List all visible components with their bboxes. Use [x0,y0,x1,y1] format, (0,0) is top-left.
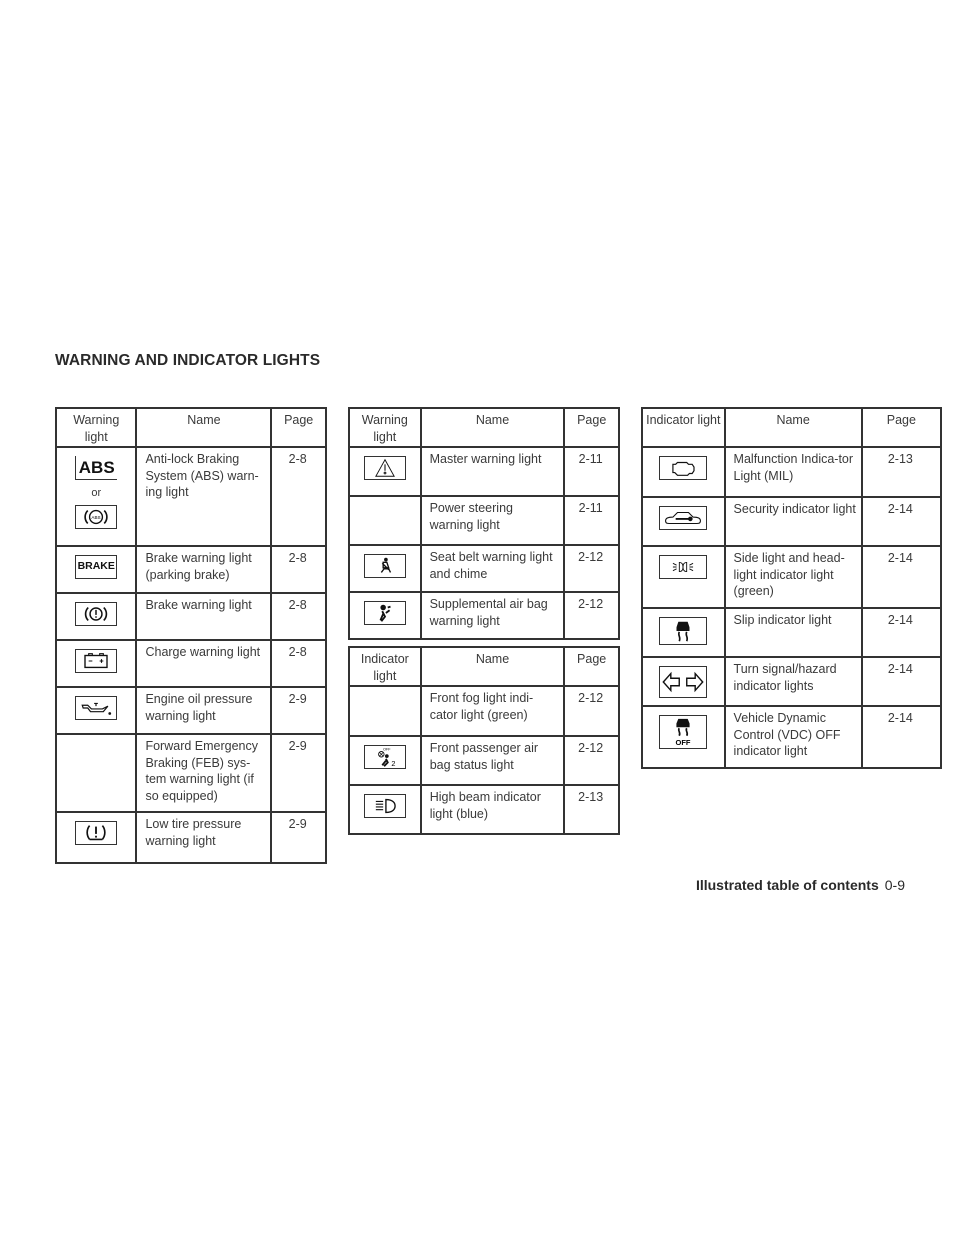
svg-text:2: 2 [391,759,396,768]
row-name: Master warning light [421,447,565,496]
table-row [56,812,326,863]
row-name: Front fog light indi-cator light (green) [421,686,565,736]
header-warning-light: Warning light [349,408,421,447]
table-row [349,736,619,785]
row-page: 2-14 [862,608,941,657]
row-page: 2-8 [271,640,326,687]
row-name: Engine oil pressure warning light [136,687,271,734]
table-row [349,686,619,736]
row-page: 2-9 [271,687,326,734]
vdc-off-text: OFF [675,738,691,748]
header-page: Page [271,408,326,447]
page-footer [696,877,905,893]
master-warning-icon [364,456,406,480]
table-row [642,657,941,706]
battery-icon [75,649,117,673]
row-name: Forward Emergency Braking (FEB) sys-tem warning light (if so equipped) [136,734,271,812]
table-row [642,447,941,497]
row-name: Side light and head-light indicator light (green) [725,546,862,608]
row-name: Power steering warning light [421,496,565,545]
abs-icon: ABS [75,456,117,480]
table-row [642,608,941,657]
row-page: 2-12 [564,592,619,639]
seat-belt-icon [364,554,406,578]
row-page: 2-13 [564,785,619,834]
airbag-off-text: OFF [383,747,391,752]
row-page: 2-14 [862,546,941,608]
header-name: Name [725,408,862,447]
row-page: 2-14 [862,657,941,706]
brake-circle-icon [75,602,117,626]
table-row [56,734,326,812]
passenger-airbag-off-icon [364,745,406,769]
table-row [642,497,941,546]
row-name: High beam indicator light (blue) [421,785,565,834]
row-page: 2-9 [271,734,326,812]
indicator-lights-table-1 [348,646,620,835]
row-page: 2-14 [862,497,941,546]
table-row [349,447,619,496]
row-name: Supplemental air bag warning light [421,592,565,639]
warning-lights-table-1 [55,407,327,864]
row-name: Front passenger air bag status light [421,736,565,785]
row-page: 2-12 [564,736,619,785]
row-page: 2-8 [271,593,326,640]
row-name: Malfunction Indica-tor Light (MIL) [725,447,862,497]
row-name: Security indicator light [725,497,862,546]
footer-section: Illustrated table of contents [695,877,879,893]
indicator-lights-table-2 [641,407,942,769]
slip-icon [659,617,707,645]
or-label: or [91,487,102,499]
brake-text-icon: BRAKE [75,555,117,579]
abs-circle-icon [75,505,117,529]
oil-can-icon [75,696,117,720]
header-warning-light: Warning light [56,408,136,447]
table-row [349,496,619,545]
page-title: WARNING AND INDICATOR LIGHTS [55,352,321,369]
vdc-off-icon [659,715,707,749]
engine-icon [659,456,707,480]
table-row [56,593,326,640]
table-row [56,546,326,593]
table-row [642,706,941,768]
row-name: Low tire pressure warning light [136,812,271,863]
warning-lights-table-2 [348,407,620,640]
turn-signal-icon [659,666,707,698]
table-row [56,687,326,734]
table-row [642,546,941,608]
table-row [349,592,619,639]
row-page: 2-8 [271,546,326,593]
row-name: Turn signal/hazard indicator lights [725,657,862,706]
footer-page-number: 0-9 [884,877,905,893]
row-page: 2-11 [564,447,619,496]
table-row [56,447,326,546]
row-name: Charge warning light [136,640,271,687]
header-page: Page [564,408,619,447]
header-page: Page [564,647,619,686]
security-car-key-icon [659,506,707,530]
row-page: 2-13 [862,447,941,497]
header-name: Name [421,408,565,447]
row-name: Vehicle Dynamic Control (VDC) OFF indicator light [725,706,862,768]
row-name: Seat belt warning light and chime [421,545,565,592]
table-row [349,545,619,592]
row-name: Slip indicator light [725,608,862,657]
tire-pressure-icon [75,821,117,845]
airbag-icon [364,601,406,625]
header-name: Name [421,647,565,686]
row-page: 2-11 [564,496,619,545]
header-indicator-light: Indicator light [642,408,725,447]
row-name: Brake warning light (parking brake) [136,546,271,593]
header-indicator-light: Indicator light [349,647,421,686]
row-page: 2-8 [271,447,326,546]
header-name: Name [136,408,271,447]
row-name: Anti-lock Braking System (ABS) warn-ing light [136,447,271,546]
row-page: 2-12 [564,545,619,592]
row-page: 2-9 [271,812,326,863]
high-beam-icon [364,794,406,818]
side-headlight-icon [659,555,707,579]
table-row [56,640,326,687]
header-page: Page [862,408,941,447]
row-name: Brake warning light [136,593,271,640]
table-row [349,785,619,834]
row-page: 2-14 [862,706,941,768]
abs-circle-text: ABS [91,514,101,520]
row-page: 2-12 [564,686,619,736]
